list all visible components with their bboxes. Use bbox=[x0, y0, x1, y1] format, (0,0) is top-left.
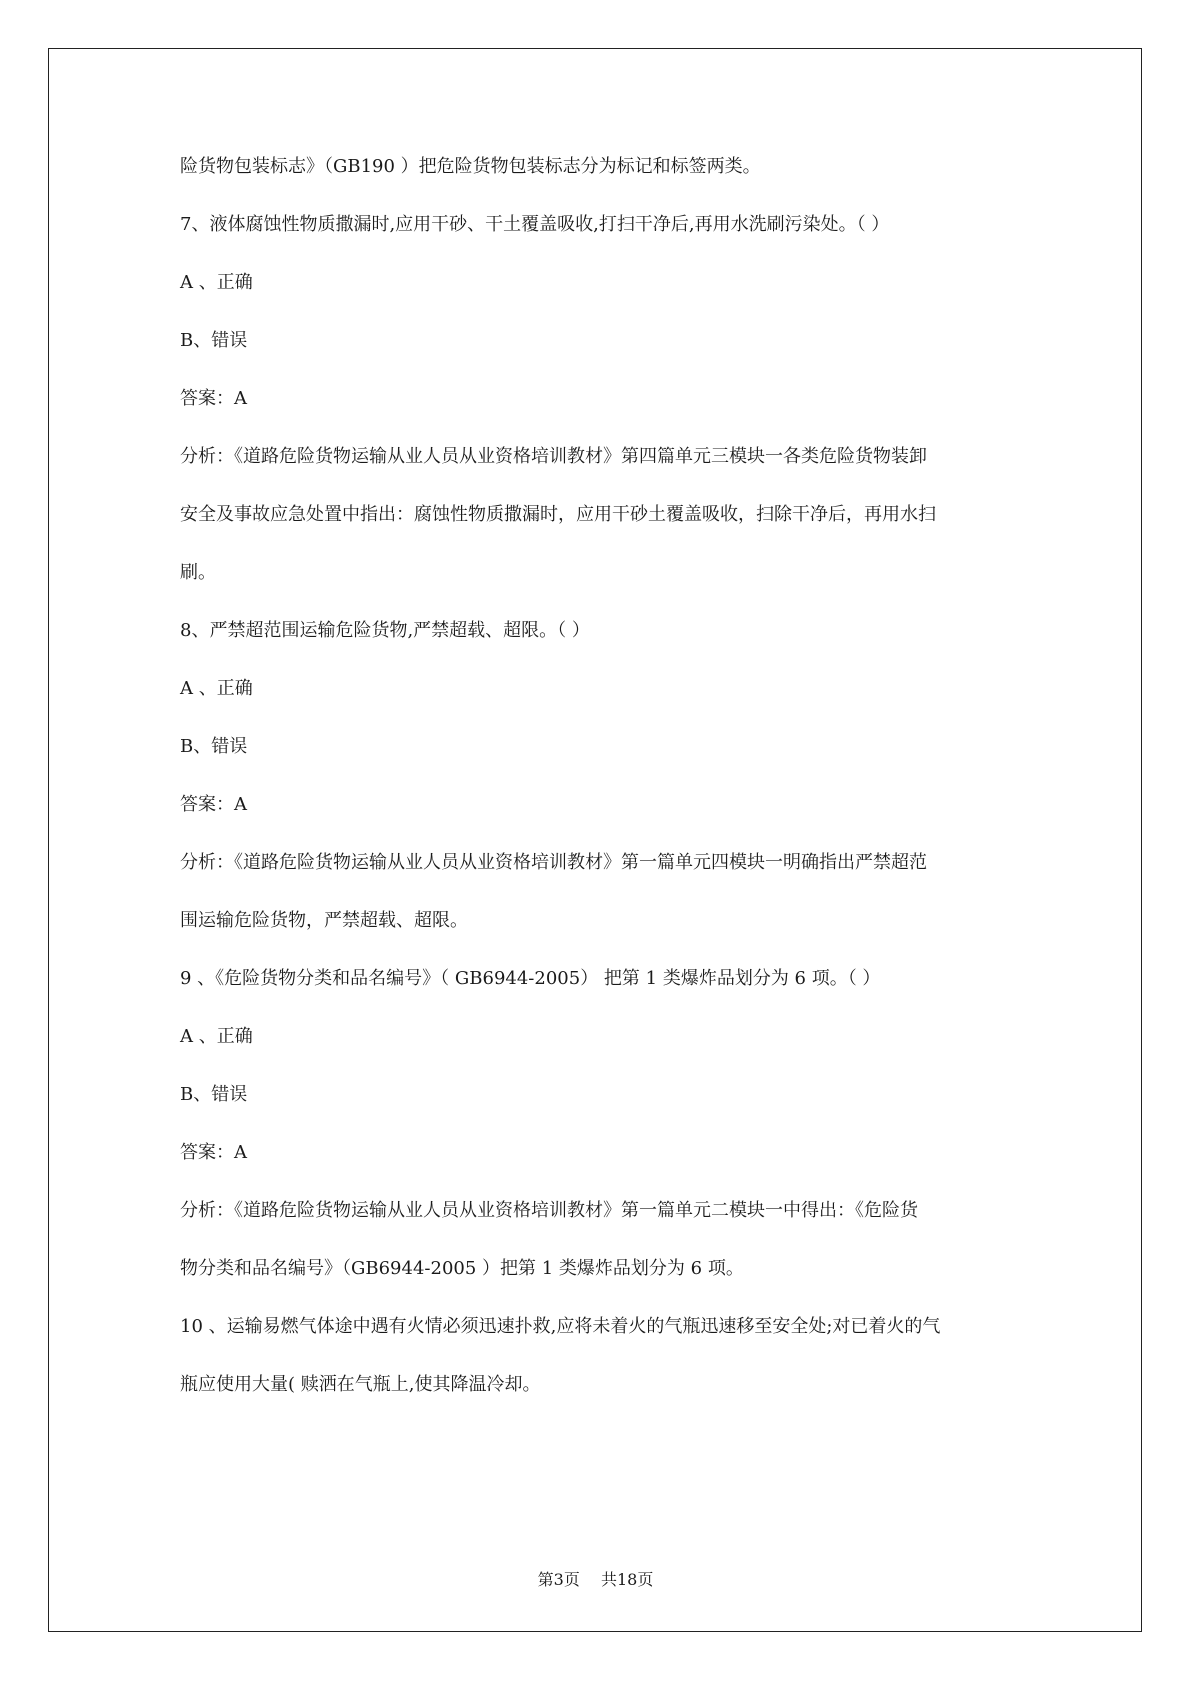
page-total: 共18页 bbox=[600, 1570, 654, 1589]
option-b: B、错误 bbox=[180, 330, 248, 351]
analysis: 分析：《道路危险货物运输从业人员从业资格培训教材》第四篇单元三模块一各类危险货物装卸 bbox=[180, 446, 927, 467]
analysis-continued: 物分类和品名编号》（GB6944-2005 ）把第 1 类爆炸品划分为 6 项。 bbox=[180, 1258, 744, 1279]
answer: 答案：A bbox=[180, 388, 247, 409]
option-b: B、错误 bbox=[180, 1084, 248, 1105]
question-10-continued: 瓶应使用大量( 赎洒在气瓶上,使其降温冷却。 bbox=[180, 1374, 541, 1395]
page-number: 第3页 bbox=[537, 1570, 580, 1589]
option-a: A 、正确 bbox=[180, 678, 253, 699]
question-9: 9 、《危险货物分类和品名编号》（ GB6944-2005） 把第 1 类爆炸品划分为 6 项。（ ） bbox=[180, 968, 881, 989]
analysis-continued: 安全及事故应急处置中指出：腐蚀性物质撒漏时，应用干砂土覆盖吸收，扫除干净后，再用水扫 bbox=[180, 504, 936, 525]
answer: 答案：A bbox=[180, 794, 247, 815]
answer: 答案：A bbox=[180, 1142, 247, 1163]
option-a: A 、正确 bbox=[180, 272, 253, 293]
question-10: 10 、运输易燃气体途中遇有火情必须迅速扑救,应将未着火的气瓶迅速移至安全处;对已着火的气 bbox=[180, 1316, 941, 1337]
analysis: 分析：《道路危险货物运输从业人员从业资格培训教材》第一篇单元四模块一明确指出严禁超范 bbox=[180, 852, 927, 873]
option-a: A 、正确 bbox=[180, 1026, 253, 1047]
option-b: B、错误 bbox=[180, 736, 248, 757]
text-line: 险货物包装标志》（GB190 ）把危险货物包装标志分为标记和标签两类。 bbox=[180, 156, 761, 177]
question-7: 7、液体腐蚀性物质撒漏时,应用干砂、干土覆盖吸收,打扫干净后,再用水洗刷污染处。（ ） bbox=[180, 214, 890, 235]
analysis: 分析：《道路危险货物运输从业人员从业资格培训教材》第一篇单元二模块一中得出：《危险货 bbox=[180, 1200, 918, 1221]
analysis-continued: 围运输危险货物，严禁超载、超限。 bbox=[180, 910, 468, 931]
analysis-continued: 刷。 bbox=[180, 562, 216, 583]
page-footer bbox=[0, 1567, 1191, 1590]
question-8: 8、严禁超范围运输危险货物,严禁超载、超限。（ ） bbox=[180, 620, 590, 641]
